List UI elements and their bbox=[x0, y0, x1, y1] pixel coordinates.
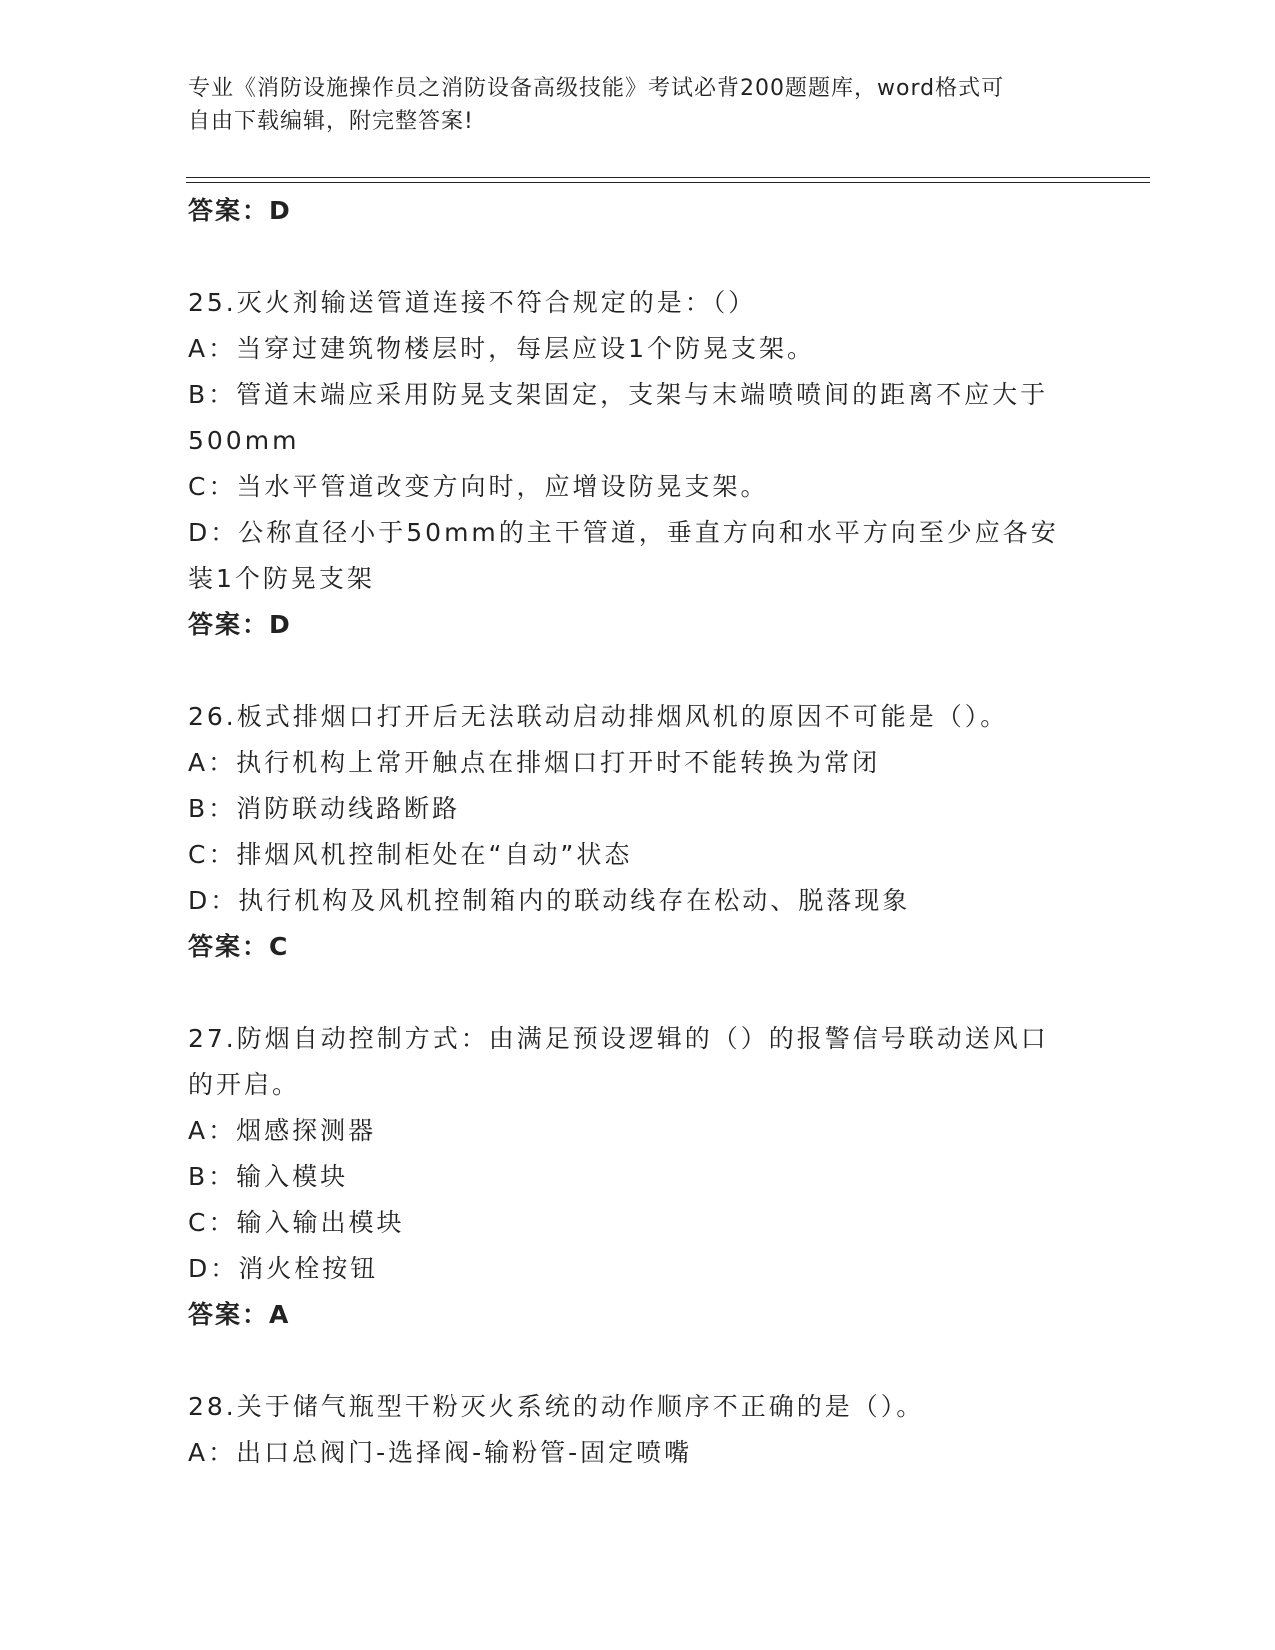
spacer bbox=[188, 648, 1088, 694]
option-a: A：当穿过建筑物楼层时，每层应设1个防晃支架。 bbox=[188, 334, 816, 363]
header-divider-top bbox=[186, 177, 1150, 178]
option-a: A：烟感探测器 bbox=[188, 1116, 377, 1145]
question-text: 26.板式排烟口打开后无法联动启动排烟风机的原因不可能是（）。 bbox=[188, 702, 1009, 731]
option-c: C：输入输出模块 bbox=[188, 1208, 405, 1237]
option-b: B：输入模块 bbox=[188, 1162, 349, 1191]
header-line-2: 自由下载编辑，附完整答案! bbox=[188, 109, 474, 134]
option-d: D：公称直径小于50mm的主干管道，垂直方向和水平方向至少应各安 bbox=[188, 518, 1059, 547]
question-block bbox=[188, 694, 1088, 970]
answer: 答案：A bbox=[188, 1300, 291, 1329]
option-c: C：排烟风机控制柜处在“自动”状态 bbox=[188, 840, 633, 869]
question-block bbox=[188, 280, 1088, 648]
question-text: 25.灭火剂输送管道连接不符合规定的是：（） bbox=[188, 288, 757, 317]
option-b: B：消防联动线路断路 bbox=[188, 794, 461, 823]
answer: 答案：C bbox=[188, 932, 290, 961]
option-d-continued: 装1个防晃支架 bbox=[188, 564, 375, 593]
spacer bbox=[188, 234, 1088, 280]
spacer bbox=[188, 970, 1088, 1016]
question-block bbox=[188, 1016, 1088, 1338]
question-text: 27.防烟自动控制方式：由满足预设逻辑的（）的报警信号联动送风口 bbox=[188, 1024, 1049, 1053]
header-divider-bottom bbox=[186, 182, 1150, 183]
option-d: D：执行机构及风机控制箱内的联动线存在松动、脱落现象 bbox=[188, 886, 911, 915]
header-line-1: 专业《消防设施操作员之消防设备高级技能》考试必背200题题库，word格式可 bbox=[188, 76, 1005, 101]
question-text-continued: 的开启。 bbox=[188, 1070, 301, 1099]
document-header bbox=[188, 72, 1068, 138]
option-a: A：执行机构上常开触点在排烟口打开时不能转换为常闭 bbox=[188, 748, 881, 777]
answer: 答案：D bbox=[188, 610, 292, 639]
previous-answer: 答案：D bbox=[188, 196, 292, 225]
spacer bbox=[188, 1338, 1088, 1384]
option-b: B：管道末端应采用防晃支架固定，支架与末端喷喷间的距离不应大于 bbox=[188, 380, 1049, 409]
question-block bbox=[188, 1384, 1088, 1476]
option-b-continued: 500mm bbox=[188, 426, 300, 455]
question-list bbox=[188, 188, 1088, 1476]
question-text: 28.关于储气瓶型干粉灭火系统的动作顺序不正确的是（）。 bbox=[188, 1392, 925, 1421]
option-a: A：出口总阀门-选择阀-输粉管-固定喷嘴 bbox=[188, 1438, 693, 1467]
option-c: C：当水平管道改变方向时，应增设防晃支架。 bbox=[188, 472, 769, 501]
option-d: D：消火栓按钮 bbox=[188, 1254, 379, 1283]
